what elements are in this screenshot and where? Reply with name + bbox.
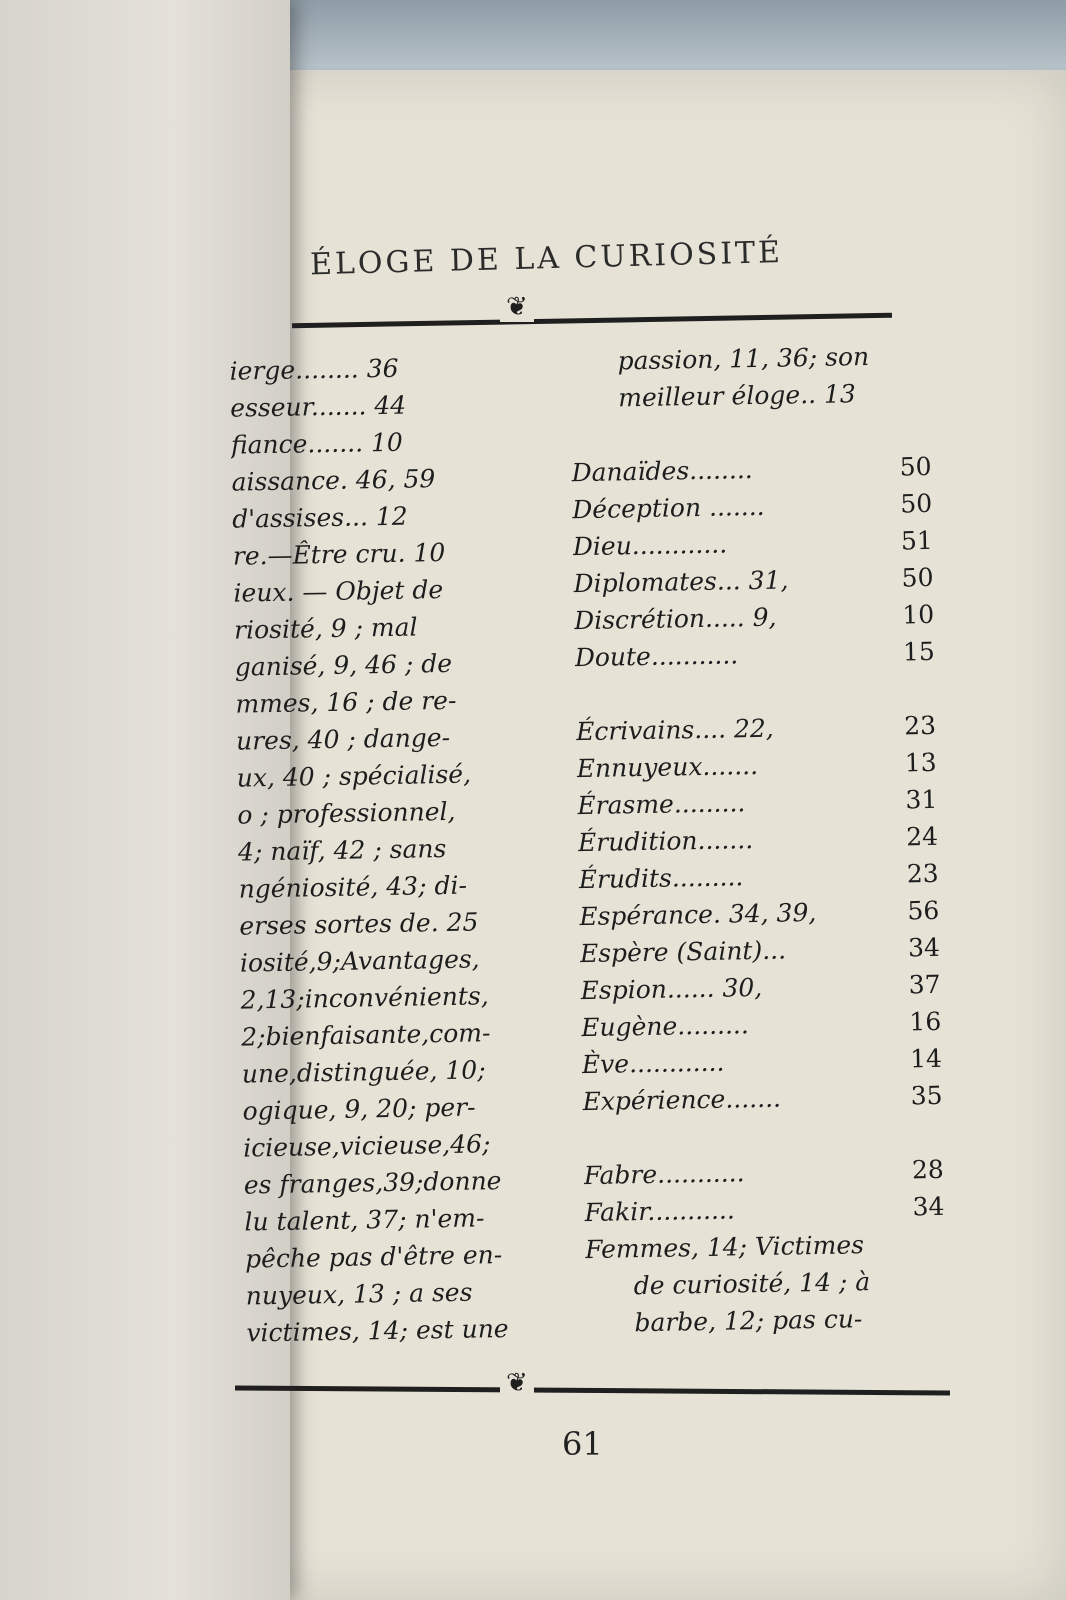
index-entry-page: 28 bbox=[911, 1154, 945, 1185]
index-entry-page: 34 bbox=[907, 932, 941, 963]
index-line: ngéniosité, 43; di- bbox=[238, 870, 468, 904]
index-line: mmes, 16 ; de re- bbox=[235, 685, 457, 719]
index-entry-page: 23 bbox=[903, 710, 937, 741]
index-line: lu talent, 37; n'em- bbox=[244, 1203, 485, 1237]
index-entry-page: 23 bbox=[906, 858, 939, 889]
index-entry-label: Fakir........... bbox=[584, 1195, 736, 1228]
index-line: icieuse,vicieuse,46; bbox=[242, 1129, 491, 1163]
index-entry-page: 13 bbox=[904, 747, 937, 778]
index-line: passion, 11, 36; son bbox=[617, 341, 870, 376]
index-entry-page: 31 bbox=[905, 784, 938, 815]
index-entry bbox=[573, 559, 934, 602]
index-gap bbox=[583, 1114, 944, 1157]
index-entry-label: Érasme......... bbox=[577, 788, 746, 821]
index-line: fiance....... 10 bbox=[230, 427, 404, 460]
top-ornament-icon: ❦ bbox=[500, 292, 534, 322]
index-entry-page: 35 bbox=[910, 1080, 943, 1111]
index-line: pêche pas d'être en- bbox=[244, 1240, 503, 1274]
index-entry-label: Dieu............ bbox=[572, 529, 728, 562]
index-entry-label: Ève............ bbox=[581, 1047, 725, 1080]
index-entry-label: Expérience....... bbox=[582, 1083, 782, 1117]
index-entry-label: Érudits......... bbox=[578, 862, 744, 895]
index-line: riosité, 9 ; mal bbox=[233, 612, 418, 645]
index-entry-label: Discrétion..... 9, bbox=[573, 602, 777, 636]
index-entry-page: 34 bbox=[912, 1191, 945, 1222]
index-gap bbox=[575, 670, 936, 713]
index-line: iosité,9;Avantages, bbox=[239, 944, 480, 978]
index-entry bbox=[581, 1003, 942, 1046]
index-entry-label: Ennuyeux....... bbox=[576, 750, 759, 784]
left-index-column bbox=[229, 347, 546, 1351]
index-entry bbox=[571, 448, 932, 491]
index-entry-page: 56 bbox=[907, 895, 940, 926]
index-line: esseur....... 44 bbox=[230, 390, 407, 423]
index-entry-page: 51 bbox=[900, 525, 934, 556]
index-line: o ; professionnel, bbox=[237, 796, 456, 830]
index-entry bbox=[582, 1077, 943, 1120]
index-line: 2,13;inconvénients, bbox=[240, 981, 489, 1015]
index-entry bbox=[574, 596, 935, 639]
bottom-ornament-icon: ❦ bbox=[500, 1368, 534, 1398]
index-entry bbox=[576, 744, 937, 787]
index-line: es franges,39;donne bbox=[243, 1166, 502, 1200]
index-entry bbox=[572, 485, 933, 528]
index-entry-label: Espérance. 34, 39, bbox=[579, 897, 817, 932]
index-line: ogique, 9, 20; per- bbox=[242, 1092, 476, 1126]
index-line: d'assises... 12 bbox=[231, 501, 408, 534]
index-entry bbox=[577, 781, 938, 824]
index-entry bbox=[573, 522, 934, 565]
index-entry-page: 50 bbox=[900, 488, 933, 519]
index-entry-label: Diplomates... 31, bbox=[573, 565, 789, 599]
index-line: Femmes, 14; Victimes bbox=[584, 1230, 865, 1265]
index-entry-page: 10 bbox=[902, 599, 935, 630]
index-entry bbox=[578, 855, 939, 898]
index-entry-label: Fabre........... bbox=[583, 1158, 745, 1191]
index-line: re.—Être cru. 10 bbox=[232, 537, 446, 571]
index-entry-page: 37 bbox=[908, 969, 941, 1000]
index-line: ux, 40 ; spécialisé, bbox=[236, 759, 472, 793]
index-entry-label: Déception ....... bbox=[571, 491, 765, 525]
index-entry-page: 16 bbox=[909, 1006, 942, 1037]
index-line: aissance. 46, 59 bbox=[231, 464, 436, 497]
index-entry-label: Danaïdes........ bbox=[571, 455, 753, 488]
index-entry bbox=[580, 966, 941, 1009]
index-line: nuyeux, 13 ; a ses bbox=[245, 1277, 473, 1311]
index-entry-label: Doute........... bbox=[574, 640, 739, 673]
index-entry-page: 24 bbox=[905, 821, 939, 852]
index-entry-label: Érudition....... bbox=[577, 825, 754, 858]
blurred-left-page-text bbox=[63, 145, 140, 383]
index-entry-page: 50 bbox=[901, 562, 934, 593]
index-line: de curiosité, 14 ; à bbox=[633, 1267, 871, 1301]
index-line: ieux. — Objet de bbox=[233, 575, 444, 608]
index-line: barbe, 12; pas cu- bbox=[634, 1304, 863, 1338]
index-entry bbox=[579, 892, 940, 935]
index-entry-label: Eugène......... bbox=[581, 1010, 750, 1043]
index-line: meilleur éloge.. 13 bbox=[618, 379, 857, 413]
index-line: ganisé, 9, 46 ; de bbox=[234, 648, 453, 682]
index-entry-label: Espère (Saint)... bbox=[579, 935, 787, 969]
index-entry bbox=[584, 1151, 945, 1194]
index-entry-page: 15 bbox=[902, 636, 935, 667]
right-index-column bbox=[569, 337, 946, 1342]
index-entry-page: 14 bbox=[909, 1043, 943, 1074]
index-line: 2;bienfaisante,com- bbox=[240, 1018, 491, 1052]
index-entry bbox=[576, 707, 937, 750]
index-entry bbox=[578, 818, 939, 861]
index-entry-label: Écrivains.... 22, bbox=[575, 713, 774, 747]
index-line: ures, 40 ; dange- bbox=[235, 722, 451, 756]
index-entry bbox=[580, 929, 941, 972]
index-entry bbox=[582, 1040, 943, 1083]
index-gap bbox=[571, 411, 932, 454]
index-entry bbox=[584, 1188, 945, 1231]
page-number: 61 bbox=[562, 1425, 603, 1463]
index-entry bbox=[574, 633, 935, 676]
index-line: une,distinguée, 10; bbox=[241, 1055, 486, 1089]
index-line: erses sortes de. 25 bbox=[239, 907, 479, 941]
index-line: 4; naïf, 42 ; sans bbox=[237, 833, 447, 867]
index-line: ierge........ 36 bbox=[229, 353, 399, 386]
page-header-title: ÉLOGE DE LA CURIOSITÉ bbox=[309, 234, 784, 283]
index-line: victimes, 14; est une bbox=[246, 1313, 509, 1348]
index-entry-label: Espion...... 30, bbox=[580, 972, 763, 1006]
index-entry-page: 50 bbox=[899, 451, 932, 482]
